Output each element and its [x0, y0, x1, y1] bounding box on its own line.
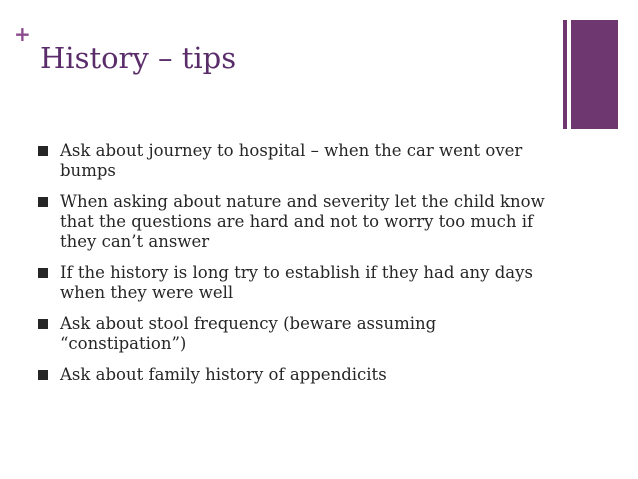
bullet-list — [36, 141, 556, 396]
bullet-text: Ask about stool frequency (beware assuming “constipation”) — [60, 314, 437, 353]
bullet-item — [36, 263, 556, 303]
square-bullet-icon — [38, 146, 48, 156]
square-bullet-icon — [38, 268, 48, 278]
slide-title: History – tips — [40, 41, 237, 75]
accent-bar-thin — [563, 20, 567, 129]
bullet-text: If the history is long try to establish if they had any days when they were well — [60, 263, 533, 302]
bullet-item — [36, 141, 556, 181]
plus-icon: + — [14, 22, 31, 46]
square-bullet-icon — [38, 370, 48, 380]
bullet-item — [36, 192, 556, 252]
bullet-text: Ask about journey to hospital – when the car went over bumps — [60, 141, 523, 180]
accent-bar-thick — [571, 20, 618, 129]
bullet-text: Ask about family history of appendicits — [60, 365, 387, 384]
square-bullet-icon — [38, 319, 48, 329]
bullet-item — [36, 365, 556, 385]
bullet-item — [36, 314, 556, 354]
square-bullet-icon — [38, 197, 48, 207]
bullet-text: When asking about nature and severity let the child know that the questions are hard and not to worry too much if they can’t answer — [60, 192, 545, 251]
